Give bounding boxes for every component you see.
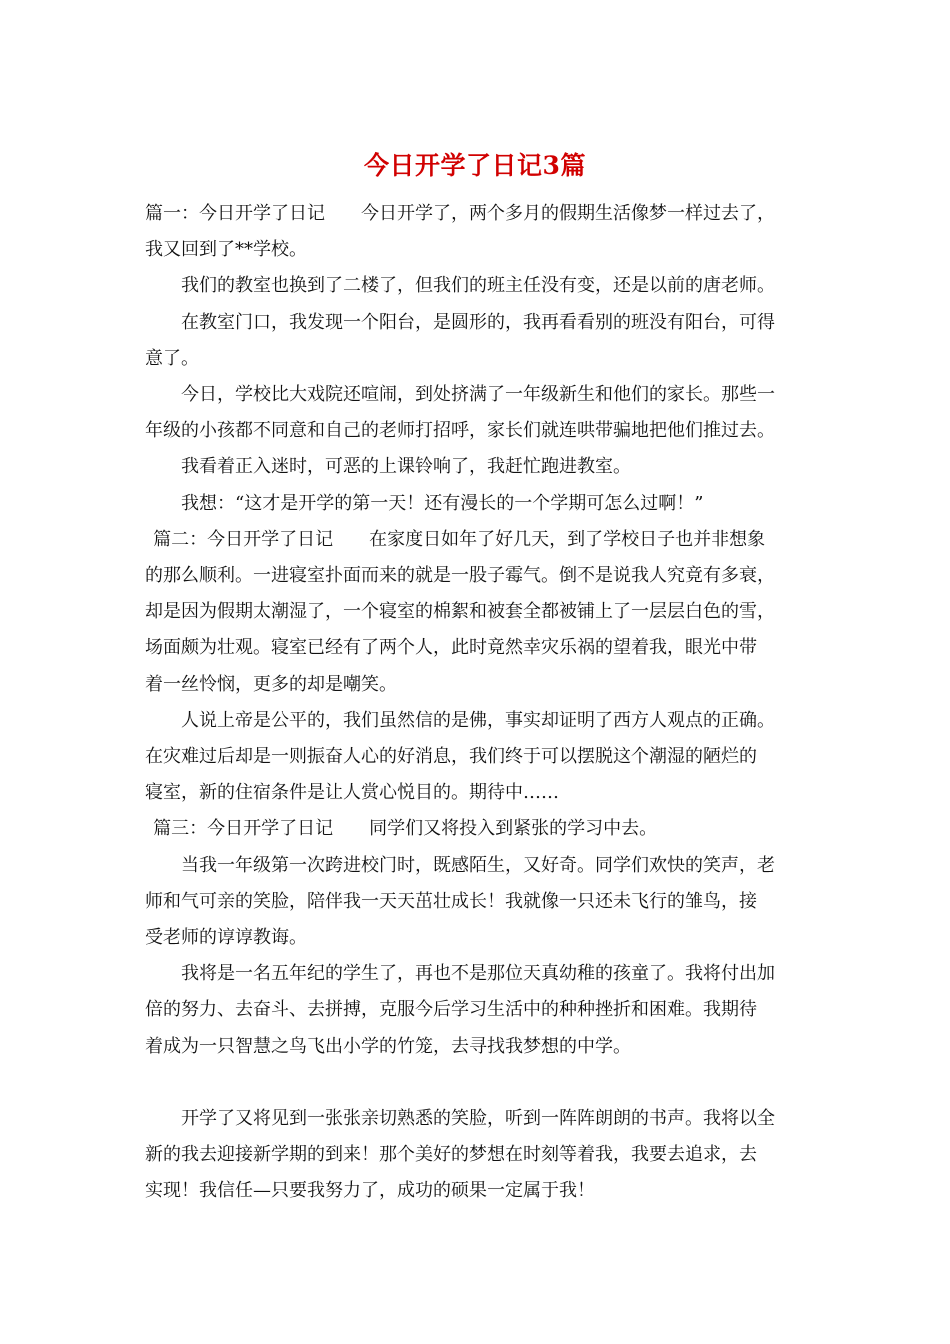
paragraph-line: 开学了又将见到一张张亲切熟悉的笑脸，听到一阵阵朗朗的书声。我将以全 (181, 1107, 775, 1129)
paragraph-line: 师和气可亲的笑脸，陪伴我一天天茁壮成长！我就像一只还未飞行的雏鸟，接 (145, 890, 757, 912)
paragraph-line: 篇一：今日开学了日记 今日开学了，两个多月的假期生活像梦一样过去了， (145, 203, 775, 224)
paragraph-line: 我又回到了**学校。 (145, 239, 307, 261)
paragraph (145, 956, 807, 1065)
document-title: 今日开学了日记3篇 (364, 151, 586, 180)
paragraph-section-three-intro (145, 811, 807, 847)
paragraph-line: 却是因为假期太潮湿了，一个寝室的棉絮和被套全都被铺上了一层层白色的雪， (145, 601, 775, 623)
paragraph-gap (145, 1065, 807, 1101)
paragraph-line: 在灾难过后却是一则振奋人心的好消息，我们终于可以摆脱这个潮湿的陋烂的 (145, 746, 757, 768)
paragraph-line: 年级的小孩都不同意和自己的老师打招呼，家长们就连哄带骗地把他们推过去。 (145, 420, 775, 442)
paragraph-line: 今日，学校比大戏院还喧闹，到处挤满了一年级新生和他们的家长。那些一 (181, 384, 775, 406)
paragraph-line: 我将是一名五年纪的学生了，再也不是那位天真幼稚的孩童了。我将付出加 (181, 963, 775, 985)
paragraph-line: 我看着正入迷时，可恶的上课铃响了，我赶忙跑进教室。 (181, 456, 631, 478)
paragraph-line: 着一丝怜悯，更多的却是嘲笑。 (145, 673, 397, 695)
paragraph-section-one-intro (145, 196, 807, 268)
paragraph-line: 着成为一只智慧之鸟飞出小学的竹笼，去寻找我梦想的中学。 (145, 1035, 631, 1057)
paragraph-line: 场面颇为壮观。寝室已经有了两个人，此时竟然幸灾乐祸的望着我，眼光中带 (145, 637, 757, 659)
paragraph-section-two-intro (145, 522, 807, 703)
paragraph-line: 倍的努力、去奋斗、去拼搏，克服今后学习生活中的种种挫折和困难。我期待 (145, 999, 757, 1021)
document-body (145, 196, 807, 1209)
paragraph-line: 实现！我信任—只要我努力了，成功的硕果一定属于我！ (145, 1180, 595, 1202)
paragraph (145, 486, 807, 522)
paragraph-line: 篇二：今日开学了日记 在家度日如年了好几天，到了学校日子也并非想象 (153, 528, 766, 550)
paragraph-line: 我们的教室也换到了二楼了，但我们的班主任没有变，还是以前的唐老师。 (181, 275, 775, 297)
paragraph (145, 848, 807, 957)
paragraph-line: 人说上帝是公平的，我们虽然信的是佛，事实却证明了西方人观点的正确。 (181, 709, 775, 731)
paragraph (145, 449, 807, 485)
paragraph-line: 受老师的谆谆教诲。 (145, 927, 307, 949)
paragraph (145, 1101, 807, 1210)
paragraph-line: 新的我去迎接新学期的到来！那个美好的梦想在时刻等着我，我要去追求，去 (145, 1144, 757, 1166)
paragraph-line: 寝室，新的住宿条件是让人赏心悦目的。期待中…… (145, 782, 559, 804)
paragraph-line: 在教室门口，我发现一个阳台，是圆形的，我再看看别的班没有阳台，可得 (181, 311, 775, 333)
paragraph-line: 的那么顺利。一进寝室扑面而来的就是一股子霉气。倒不是说我人究竟有多衰， (145, 565, 775, 587)
paragraph (145, 305, 807, 377)
paragraph-line: 当我一年级第一次跨进校门时，既感陌生，又好奇。同学们欢快的笑声，老 (181, 854, 775, 876)
paragraph (145, 703, 807, 812)
paragraph-line: 意了。 (145, 347, 199, 369)
paragraph (145, 377, 807, 449)
paragraph (145, 268, 807, 304)
paragraph-line: 篇三：今日开学了日记 同学们又将投入到紧张的学习中去。 (153, 818, 658, 840)
paragraph-line: 我想：“这才是开学的第一天！还有漫长的一个学期可怎么过啊！” (181, 492, 704, 514)
